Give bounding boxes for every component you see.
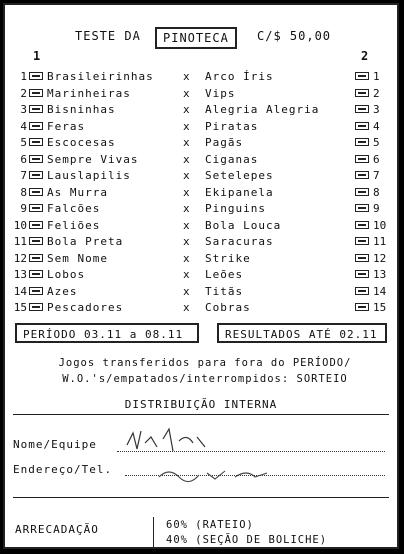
teste-label: TESTE DA bbox=[75, 29, 141, 43]
team1-name: Falcões bbox=[47, 202, 101, 215]
match-number-left: 9 bbox=[20, 202, 27, 215]
versus-mark: x bbox=[183, 268, 190, 281]
checkbox-team2[interactable] bbox=[355, 155, 369, 163]
versus-mark: x bbox=[183, 103, 190, 116]
match-number-right: 11 bbox=[373, 235, 387, 248]
match-number-left: 2 bbox=[20, 86, 27, 100]
versus-mark: x bbox=[183, 185, 190, 199]
ticket-header bbox=[5, 27, 397, 49]
team1-name: Bola Preta bbox=[47, 235, 124, 248]
checkbox-team2[interactable] bbox=[355, 188, 369, 196]
match-number-right: 10 bbox=[373, 218, 387, 232]
match-row bbox=[5, 185, 397, 200]
team2-name: Pinguins bbox=[205, 202, 266, 215]
match-number-right: 12 bbox=[373, 251, 387, 265]
match-row bbox=[5, 267, 397, 282]
checkbox-team1[interactable] bbox=[29, 72, 43, 80]
checkbox-team1[interactable] bbox=[29, 270, 43, 278]
match-number-right: 8 bbox=[373, 185, 380, 199]
match-number-left: 1 bbox=[20, 70, 27, 83]
checkbox-team2[interactable] bbox=[355, 72, 369, 80]
match-number-right: 7 bbox=[373, 169, 380, 182]
results-box: RESULTADOS ATÉ 02.11 bbox=[217, 323, 387, 343]
collection-line-2: 40% (SEÇÃO DE BOLICHE) bbox=[166, 534, 328, 546]
address-phone-label: Endereço/Tel. bbox=[13, 463, 113, 476]
versus-mark: x bbox=[183, 70, 190, 83]
checkbox-team2[interactable] bbox=[355, 270, 369, 278]
team1-name: Lobos bbox=[47, 268, 86, 281]
team2-name: Setelepes bbox=[205, 169, 274, 182]
team2-name: Bola Louca bbox=[205, 218, 282, 232]
match-row bbox=[5, 251, 397, 266]
match-row bbox=[5, 234, 397, 249]
collection-label: ARRECADAÇÃO bbox=[15, 523, 99, 536]
team2-name: Arco Íris bbox=[205, 70, 274, 83]
versus-mark: x bbox=[183, 136, 190, 149]
match-number-left: 6 bbox=[20, 152, 27, 166]
team2-name: Alegria Alegria bbox=[205, 103, 320, 116]
versus-mark: x bbox=[183, 251, 190, 265]
versus-mark: x bbox=[183, 301, 190, 314]
name-team-label: Nome/Equipe bbox=[13, 438, 97, 451]
team2-name: Pagãs bbox=[205, 136, 244, 149]
distribution-divider bbox=[13, 414, 389, 415]
checkbox-team2[interactable] bbox=[355, 287, 369, 295]
match-number-left: 13 bbox=[13, 268, 27, 281]
match-row bbox=[5, 69, 397, 84]
match-row bbox=[5, 102, 397, 117]
checkbox-team1[interactable] bbox=[29, 105, 43, 113]
match-row bbox=[5, 119, 397, 134]
checkbox-team2[interactable] bbox=[355, 122, 369, 130]
match-row bbox=[5, 300, 397, 315]
period-box: PERÍODO 03.11 a 08.11 bbox=[15, 323, 199, 343]
pinoteca-title: PINOTECA bbox=[155, 27, 237, 49]
lottery-ticket bbox=[3, 3, 399, 549]
versus-mark: x bbox=[183, 169, 190, 182]
match-number-left: 15 bbox=[13, 301, 27, 314]
checkbox-team2[interactable] bbox=[355, 237, 369, 245]
match-number-left: 7 bbox=[20, 169, 27, 182]
match-number-right: 9 bbox=[373, 202, 380, 215]
checkbox-team1[interactable] bbox=[29, 171, 43, 179]
team1-name: Marinheiras bbox=[47, 86, 131, 100]
match-number-right: 13 bbox=[373, 268, 387, 281]
match-number-left: 5 bbox=[20, 136, 27, 149]
match-number-left: 12 bbox=[13, 251, 27, 265]
note-line-2: W.O.'s/empatados/interrompidos: SORTEIO bbox=[62, 373, 348, 385]
distribution-title: DISTRIBUIÇÃO INTERNA bbox=[124, 398, 278, 411]
match-row bbox=[5, 284, 397, 299]
versus-mark: x bbox=[183, 202, 190, 215]
match-row bbox=[5, 168, 397, 183]
match-number-right: 6 bbox=[373, 152, 380, 166]
price-label: C/$ 50,00 bbox=[257, 29, 332, 43]
checkbox-team2[interactable] bbox=[355, 204, 369, 212]
team2-name: Ciganas bbox=[205, 152, 259, 166]
team1-name: Feliões bbox=[47, 218, 101, 232]
column-2-label: 2 bbox=[361, 49, 369, 63]
team2-name: Titãs bbox=[205, 284, 244, 298]
versus-mark: x bbox=[183, 152, 190, 166]
match-number-right: 14 bbox=[373, 284, 387, 298]
checkbox-team1[interactable] bbox=[29, 138, 43, 146]
checkbox-team1[interactable] bbox=[29, 221, 43, 229]
match-row bbox=[5, 86, 397, 101]
team1-name: As Murra bbox=[47, 185, 108, 199]
versus-mark: x bbox=[183, 284, 190, 298]
team2-name: Strike bbox=[205, 251, 251, 265]
checkbox-team2[interactable] bbox=[355, 171, 369, 179]
checkbox-team1[interactable] bbox=[29, 254, 43, 262]
blank-line bbox=[13, 497, 389, 498]
team1-name: Feras bbox=[47, 119, 86, 133]
checkbox-team2[interactable] bbox=[355, 254, 369, 262]
match-number-left: 3 bbox=[20, 103, 27, 116]
checkbox-team2[interactable] bbox=[355, 138, 369, 146]
checkbox-team1[interactable] bbox=[29, 122, 43, 130]
checkbox-team2[interactable] bbox=[355, 105, 369, 113]
match-row bbox=[5, 218, 397, 233]
team1-name: Sempre Vivas bbox=[47, 152, 139, 166]
team1-name: Pescadores bbox=[47, 301, 124, 314]
team2-name: Leões bbox=[205, 268, 244, 281]
column-1-label: 1 bbox=[33, 49, 41, 63]
handwritten-address bbox=[155, 463, 275, 485]
match-number-right: 2 bbox=[373, 86, 380, 100]
match-row bbox=[5, 135, 397, 150]
team1-name: Escocesas bbox=[47, 136, 116, 149]
match-number-right: 5 bbox=[373, 136, 380, 149]
match-number-left: 10 bbox=[13, 218, 27, 232]
match-number-right: 1 bbox=[373, 70, 380, 83]
match-number-right: 4 bbox=[373, 119, 380, 133]
match-number-right: 15 bbox=[373, 301, 387, 314]
match-row bbox=[5, 152, 397, 167]
team2-name: Saracuras bbox=[205, 235, 274, 248]
team2-name: Ekipanela bbox=[205, 185, 274, 199]
team1-name: Azes bbox=[47, 284, 78, 298]
checkbox-team1[interactable] bbox=[29, 287, 43, 295]
versus-mark: x bbox=[183, 218, 190, 232]
collection-line-1: 60% (RATEIO) bbox=[166, 519, 254, 531]
team2-name: Piratas bbox=[205, 119, 259, 133]
match-number-left: 4 bbox=[20, 119, 27, 133]
versus-mark: x bbox=[183, 235, 190, 248]
match-number-left: 14 bbox=[13, 284, 27, 298]
team1-name: Sem Nome bbox=[47, 251, 108, 265]
checkbox-team1[interactable] bbox=[29, 188, 43, 196]
checkbox-team2[interactable] bbox=[355, 89, 369, 97]
match-row bbox=[5, 201, 397, 216]
collection-split bbox=[153, 517, 389, 549]
checkbox-team1[interactable] bbox=[29, 303, 43, 311]
checkbox-team1[interactable] bbox=[29, 155, 43, 163]
versus-mark: x bbox=[183, 119, 190, 133]
team2-name: Vips bbox=[205, 86, 236, 100]
team1-name: Lauslapilis bbox=[47, 169, 131, 182]
note-line-1: Jogos transferidos para fora do PERÍODO/ bbox=[58, 357, 352, 369]
handwritten-signature bbox=[123, 423, 213, 457]
checkbox-team2[interactable] bbox=[355, 303, 369, 311]
match-number-left: 11 bbox=[13, 235, 27, 248]
checkbox-team1[interactable] bbox=[29, 204, 43, 212]
checkbox-team1[interactable] bbox=[29, 89, 43, 97]
versus-mark: x bbox=[183, 86, 190, 100]
team1-name: Brasileirinhas bbox=[47, 70, 154, 83]
checkbox-team1[interactable] bbox=[29, 237, 43, 245]
checkbox-team2[interactable] bbox=[355, 221, 369, 229]
team2-name: Cobras bbox=[205, 301, 251, 314]
match-number-left: 8 bbox=[20, 185, 27, 199]
match-number-right: 3 bbox=[373, 103, 380, 116]
team1-name: Bisninhas bbox=[47, 103, 116, 116]
